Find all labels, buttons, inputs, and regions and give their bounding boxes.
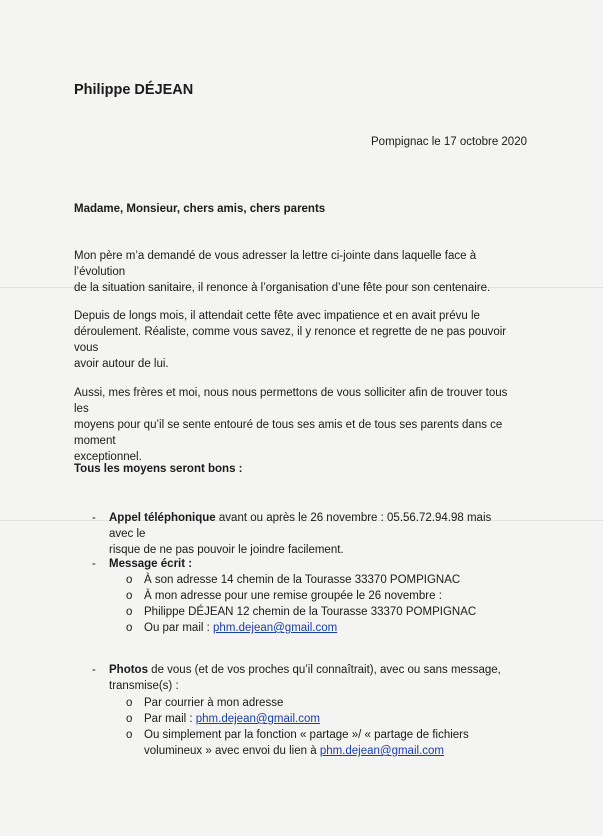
paragraph-line: exceptionnel. <box>74 451 142 463</box>
item-text: risque de ne pas pouvoir le joindre facilement. <box>109 544 344 556</box>
sender-name: Philippe DÉJEAN <box>74 82 194 98</box>
circle-bullet: o <box>126 606 133 618</box>
circle-bullet: o <box>126 729 133 741</box>
item-text: de vous (et de vos proches qu’il connaîtrait), avec ou sans message, <box>147 664 501 676</box>
item-title: Photos <box>109 664 148 676</box>
sub-item <box>126 588 442 604</box>
circle-bullet: o <box>126 622 133 634</box>
sub-item-text: Par courrier à mon adresse <box>144 697 284 709</box>
paragraph-line: avoir autour de lui. <box>74 358 169 370</box>
sub-item-text: Ou simplement par la fonction « partage »/ « partage de fichiers <box>144 729 469 741</box>
paragraph-3 <box>74 385 514 465</box>
circle-bullet: o <box>126 590 133 602</box>
sub-item-text: Philippe DÉJEAN 12 chemin de la Tourasse 33370 POMPIGNAC <box>144 606 477 618</box>
paragraph-line: moyens pour qu’il se sente entouré de tous ses amis et de tous ses parents dans ce moment <box>74 419 503 447</box>
paragraph-line: Depuis de longs mois, il attendait cette fête avec impatience et en avait prévu le <box>74 310 480 322</box>
sub-item-text: À mon adresse pour une remise groupée le 26 novembre : <box>144 590 442 602</box>
means-heading: Tous les moyens seront bons : <box>74 463 243 475</box>
item-text: transmise(s) : <box>109 680 179 692</box>
paragraph-2 <box>74 308 514 372</box>
paragraph-line: Mon père m’a demandé de vous adresser la lettre ci-jointe dans laquelle face à l’évolution <box>74 250 477 278</box>
greeting: Madame, Monsieur, chers amis, chers parents <box>74 203 326 215</box>
email-link[interactable]: phm.dejean@gmail.com <box>195 713 320 725</box>
sub-item <box>126 620 337 636</box>
sub-item <box>126 727 469 743</box>
dash-bullet: - <box>92 664 96 676</box>
list-item-photos <box>92 662 512 694</box>
paragraph-line: déroulement. Réaliste, comme vous savez, il y renonce et regrette de ne pas pouvoir vous <box>74 326 507 354</box>
list-item-message <box>92 556 512 572</box>
paragraph-line: Aussi, mes frères et moi, nous nous permettons de vous solliciter afin de trouver tous les <box>74 387 508 415</box>
sub-item-text: volumineux » avec envoi du lien à <box>144 745 320 757</box>
dash-bullet: - <box>92 558 96 570</box>
sub-item <box>126 695 283 711</box>
circle-bullet: o <box>126 713 133 725</box>
email-link[interactable]: phm.dejean@gmail.com <box>213 622 338 634</box>
sub-item-text: Par mail : <box>144 713 196 725</box>
circle-bullet: o <box>126 697 133 709</box>
item-title: Appel téléphonique <box>109 512 216 524</box>
list-item-phone <box>92 510 512 558</box>
sub-item-text: À son adresse 14 chemin de la Tourasse 33370 POMPIGNAC <box>144 574 461 586</box>
dash-bullet: - <box>92 512 96 524</box>
paragraph-1 <box>74 248 514 296</box>
sub-item <box>126 572 460 588</box>
item-title: Message écrit : <box>109 558 193 570</box>
sub-item <box>126 604 476 620</box>
email-link[interactable]: phm.dejean@gmail.com <box>319 745 444 757</box>
paragraph-line: de la situation sanitaire, il renonce à l’organisation d’une fête pour son centenaire. <box>74 282 491 294</box>
sub-item <box>126 711 320 727</box>
sub-item-text: Ou par mail : <box>144 622 214 634</box>
letter-date: Pompignac le 17 octobre 2020 <box>371 136 527 148</box>
circle-bullet: o <box>126 574 133 586</box>
item-text: avant ou après le 26 novembre : 05.56.72.94.98 mais avec le <box>109 512 492 540</box>
sub-item-continuation <box>144 743 444 759</box>
